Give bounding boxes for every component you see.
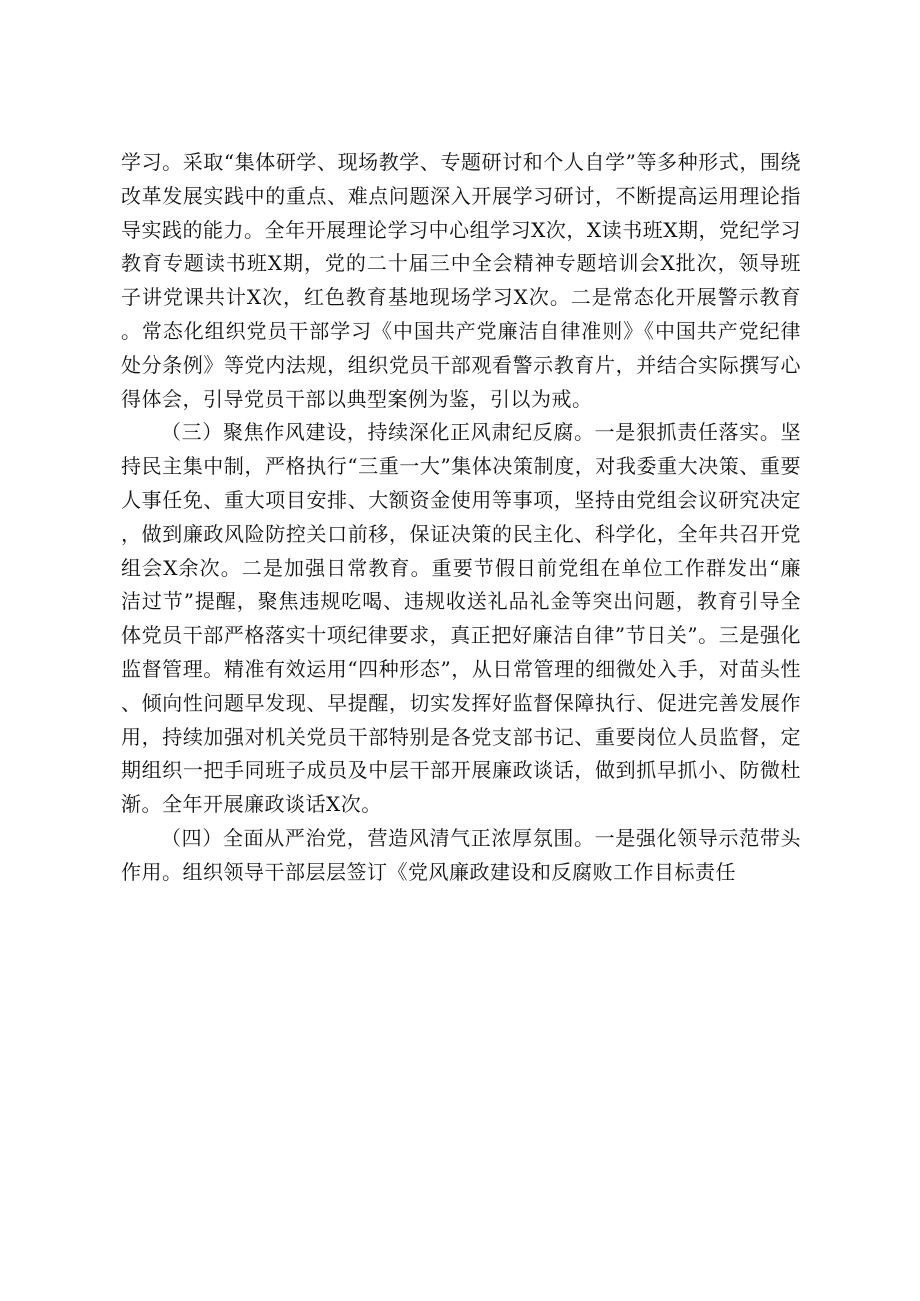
paragraph-study-continuation: 学习。采取“集体研学、现场教学、专题研讨和个人自学”等多种形式，围绕改革发展实践中的重点、难点问题深入开展学习研讨，不断提高运用理论指导实践的能力。全年开展理论学习中心组学习X次，X读书班X期，党纪学习教育专题读书班X期，党的二十届三中全会精神专题培训会X批次，领导班子讲党课共计X次，红色教育基地现场学习X次。二是常态化开展警示教育。常态化组织党员干部学习《中国共产党廉洁自律准则》《中国共产党纪律处分条例》等党内法规，组织党员干部观看警示教育片，并结合实际撰写心得体会，引导党员干部以典型案例为鉴，引以为戒。	[121, 150, 801, 411]
document-body	[121, 146, 801, 890]
paragraph-section-four: （四）全面从严治党，营造风清气正浓厚氛围。一是强化领导示范带头作用。组织领导干部层层签订《党风廉政建设和反腐败工作目标责任	[121, 825, 801, 884]
paragraph-section-three: （三）聚焦作风建设，持续深化正风肃纪反腐。一是狠抓责任落实。坚持民主集中制，严格执行“三重一大”集体决策制度，对我委重大决策、重要人事任免、重大项目安排、大额资金使用等事项，坚持由党组会议研究决定，做到廉政风险防控关口前移，保证决策的民主化、科学化，全年共召开党组会X余次。二是加强日常教育。重要节假日前党组在单位工作群发出“廉洁过节”提醒，聚焦违规吃喝、违规收送礼品礼金等突出问题，教育引导全体党员干部严格落实十项纪律要求，真正把好廉洁自律”节日关”。三是强化监督管理。精准有效运用“四种形态”，从日常管理的细微处入手，对苗头性、倾向性问题早发现、早提醒，切实发挥好监督保障执行、促进完善发展作用，持续加强对机关党员干部特别是各党支部书记、重要岗位人员监督，定期组织一把手同班子成员及中层干部开展廉政谈话，做到抓早抓小、防微杜渐。全年开展廉政谈话X次。	[121, 420, 801, 817]
